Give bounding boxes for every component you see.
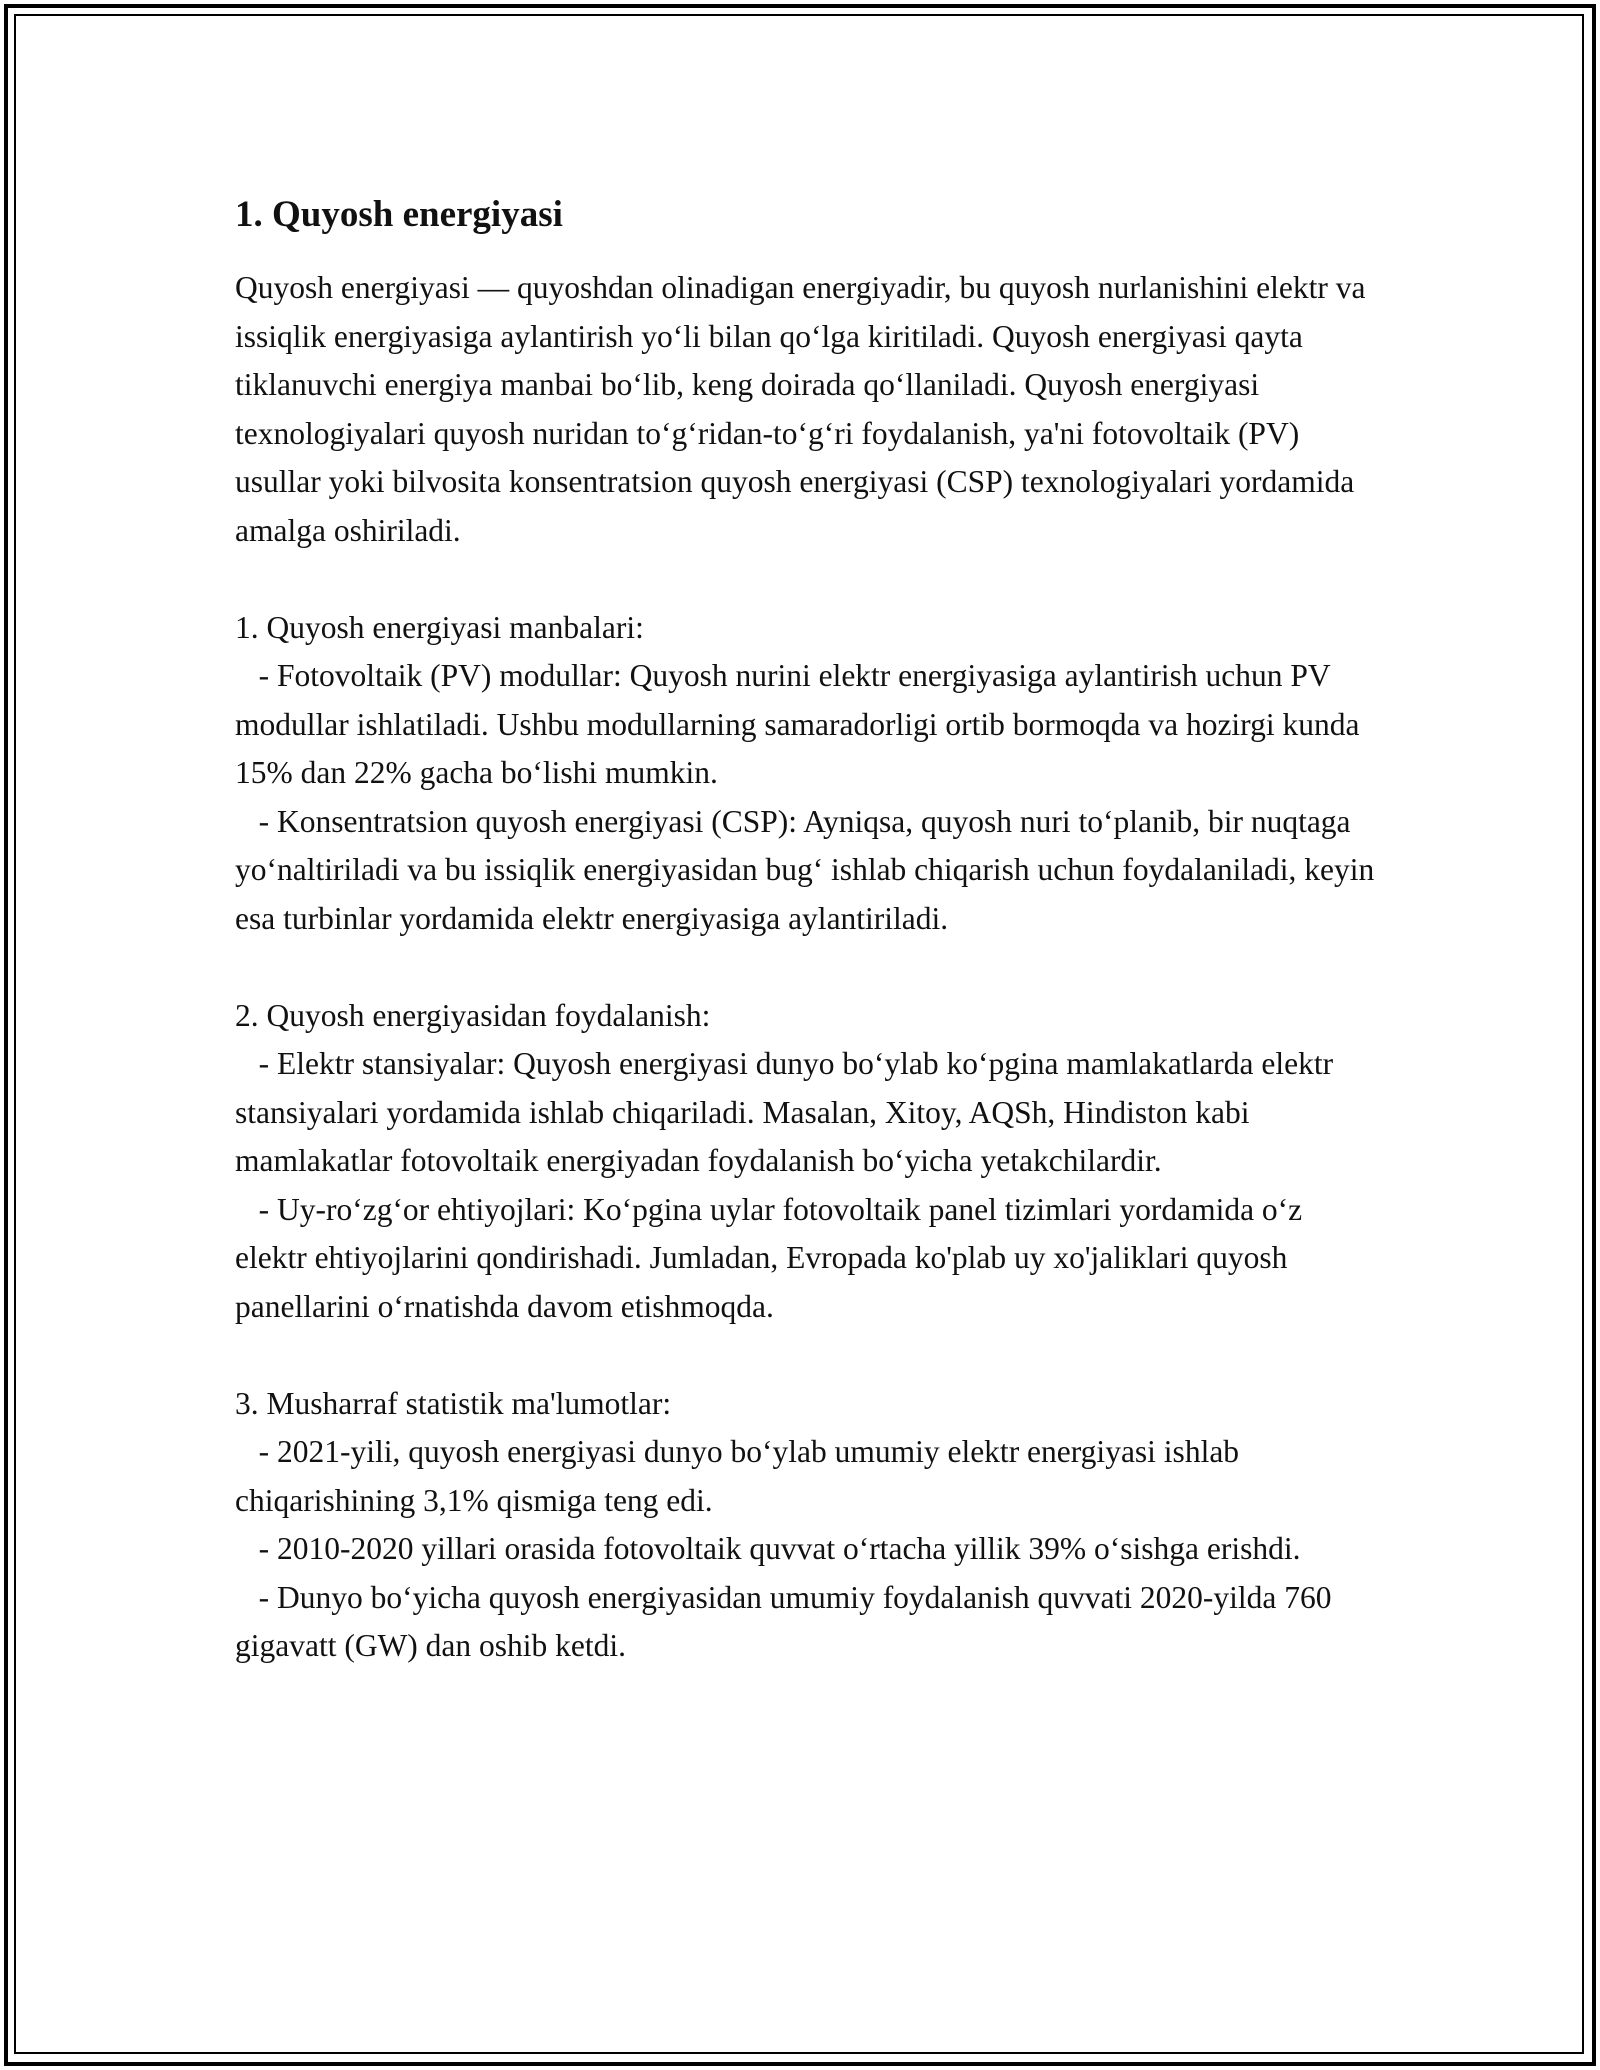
document-heading: 1. Quyosh energiyasi bbox=[235, 194, 563, 235]
list-item-text: - Elektr stansiyalar: Quyosh energiyasi dunyo bo‘ylab ko‘pgina mamlakatlarda elektr stansiyalari yordamida ishlab chiqariladi. Masalan, Xitoy, AQSh, Hindiston kabi mamlakatlar fotovoltaik energiyadan foydalanish bo‘yicha yetakchilardir. bbox=[235, 1046, 1341, 1178]
section-sources bbox=[235, 604, 1383, 944]
section-title: 1. Quyosh energiyasi manbalari: bbox=[235, 609, 644, 645]
list-item bbox=[235, 798, 1383, 944]
list-item bbox=[235, 1525, 1375, 1574]
list-item bbox=[235, 1428, 1375, 1525]
section-title: 3. Musharraf statistik ma'lumotlar: bbox=[235, 1385, 672, 1421]
list-item-text: - 2021-yili, quyosh energiyasi dunyo bo‘ylab umumiy elektr energiyasi ishlab chiqarishining 3,1% qismiga teng edi. bbox=[235, 1434, 1247, 1518]
list-item-text: - Fotovoltaik (PV) modullar: Quyosh nurini elektr energiyasiga aylantirish uchun PV modullar ishlatiladi. Ushbu modullarning samaradorligi ortib bormoqda va hozirgi kunda 15% dan 22% gacha bo‘lishi mumkin. bbox=[235, 658, 1368, 790]
list-item-text: - Dunyo bo‘yicha quyosh energiyasidan umumiy foydalanish quvvati 2020-yilda 760 gigavatt (GW) dan oshib ketdi. bbox=[235, 1579, 1340, 1663]
section-usage bbox=[235, 992, 1375, 1332]
list-item-text: - 2010-2020 yillari orasida fotovoltaik quvvat o‘rtacha yillik 39% o‘sishga erishdi. bbox=[235, 1531, 1301, 1566]
list-item bbox=[235, 1040, 1375, 1186]
list-item-text: - Konsentratsion quyosh energiyasi (CSP): Ayniqsa, quyosh nuri to‘planib, bir nuqtaga yo‘naltiriladi va bu issiqlik energiyasidan bug‘ ishlab chiqarish uchun foydalaniladi, keyin esa turbinlar yordamida elektr energiyasiga aylantiriladi. bbox=[235, 803, 1383, 936]
list-item bbox=[235, 1574, 1375, 1671]
list-item bbox=[235, 652, 1375, 798]
document-body bbox=[235, 180, 1383, 1671]
section-title: 2. Quyosh energiyasidan foydalanish: bbox=[235, 997, 711, 1033]
section-statistics bbox=[235, 1380, 1375, 1671]
list-item bbox=[235, 1186, 1375, 1332]
list-item-text: - Uy-ro‘zg‘or ehtiyojlari: Ko‘pgina uylar fotovoltaik panel tizimlari yordamida o‘z elektr ehtiyojlarini qondirishadi. Jumladan, Evropada ko'plab uy xo'jaliklari quyosh panellarini o‘rnatishda davom etishmoqda. bbox=[235, 1191, 1311, 1324]
intro-paragraph: Quyosh energiyasi — quyoshdan olinadigan energiyadir, bu quyosh nurlanishini elektr va issiqlik energiyasiga aylantirish yo‘li bilan qo‘lga kiritiladi. Quyosh energiyasi qayta tiklanuvchi energiya manbai bo‘lib, keng doirada qo‘llaniladi. Quyosh energiyasi texnologiyalari quyosh nuridan to‘g‘ridan-to‘g‘ri foydalanish, ya'ni fotovoltaik (PV) usullar yoki bilvosita konsentratsion quyosh energiyasi (CSP) texnologiyalari yordamida amalga oshiriladi. bbox=[235, 270, 1366, 548]
